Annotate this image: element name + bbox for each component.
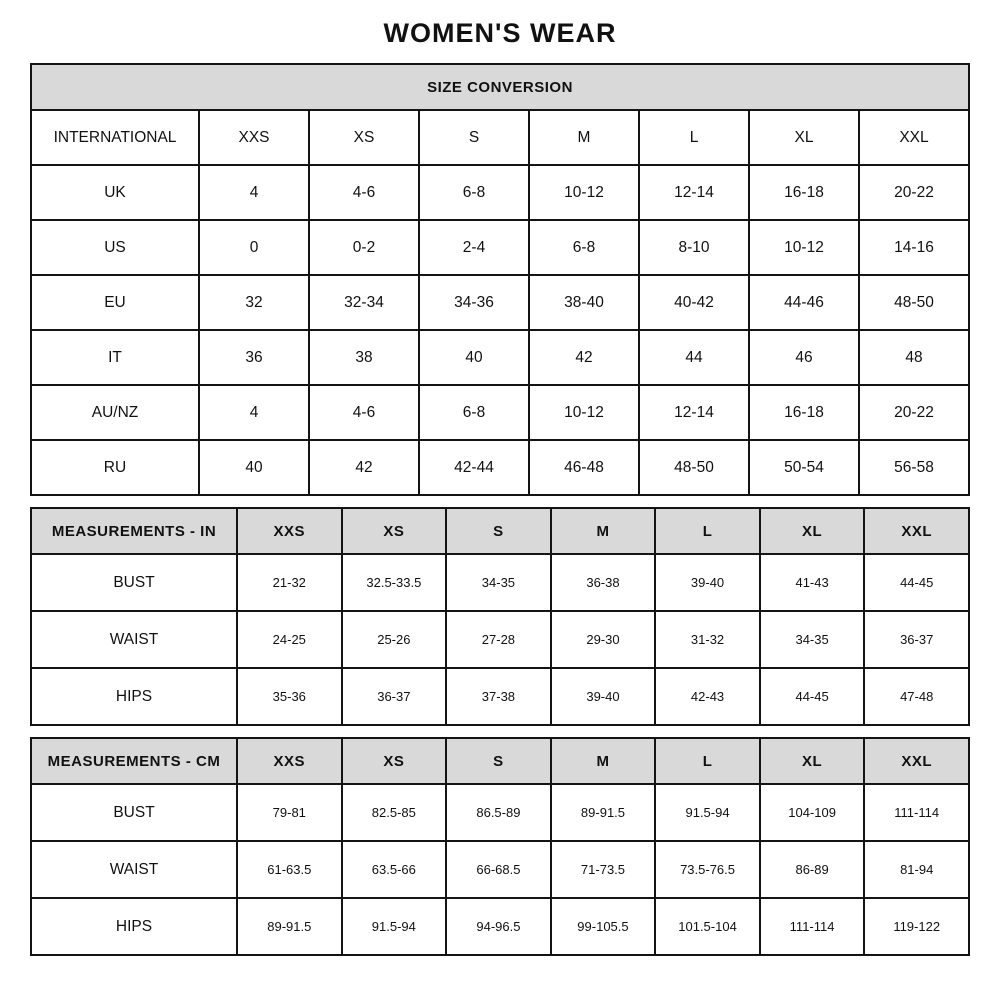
size_conversion-cell: 32 — [199, 275, 309, 330]
measurements_cm-cell: 79-81 — [237, 784, 342, 841]
size_conversion-cell: 46-48 — [529, 440, 639, 495]
size_conversion-row-label: UK — [31, 165, 199, 220]
measurements_cm-row — [31, 784, 969, 841]
size_conversion-row — [31, 440, 969, 495]
measurements_in-col-header: XXL — [864, 508, 969, 554]
measurements_in-row — [31, 554, 969, 611]
measurements_cm-row-label: BUST — [31, 784, 237, 841]
measurements_cm-cell: 104-109 — [760, 784, 865, 841]
measurements_in-col-header: M — [551, 508, 656, 554]
measurements_cm-cell: 89-91.5 — [551, 784, 656, 841]
measurements_in-cell: 42-43 — [655, 668, 760, 725]
measurements_cm-cell: 71-73.5 — [551, 841, 656, 898]
measurements_cm-cell: 61-63.5 — [237, 841, 342, 898]
size_conversion-cell: 40 — [419, 330, 529, 385]
size_conversion-row — [31, 220, 969, 275]
measurements_cm-cell: 86.5-89 — [446, 784, 551, 841]
size_conversion-title: SIZE CONVERSION — [31, 64, 969, 110]
size_conversion-col-header: M — [529, 110, 639, 165]
measurements_in-row — [31, 611, 969, 668]
size_conversion-row — [31, 330, 969, 385]
measurements_in-cell: 25-26 — [342, 611, 447, 668]
measurements_in-cell: 44-45 — [864, 554, 969, 611]
measurements_in-col-header: L — [655, 508, 760, 554]
measurements_in-cell: 44-45 — [760, 668, 865, 725]
size_conversion-header-row — [31, 110, 969, 165]
size_conversion-cell: 12-14 — [639, 165, 749, 220]
measurements_in-cell: 36-38 — [551, 554, 656, 611]
measurements_cm-col-header: L — [655, 738, 760, 784]
size_conversion-col-header: XXS — [199, 110, 309, 165]
size_conversion-cell: 34-36 — [419, 275, 529, 330]
size_conversion-cell: 6-8 — [419, 165, 529, 220]
size_conversion-cell: 0-2 — [309, 220, 419, 275]
size_conversion-row — [31, 275, 969, 330]
size_conversion-cell: 32-34 — [309, 275, 419, 330]
size_conversion-cell: 48-50 — [859, 275, 969, 330]
page-title: WOMEN'S WEAR — [383, 18, 617, 48]
measurements_cm-cell: 66-68.5 — [446, 841, 551, 898]
measurements_cm-col-header: XS — [342, 738, 447, 784]
measurements_cm-header-row — [31, 738, 969, 784]
measurements_cm-cell: 73.5-76.5 — [655, 841, 760, 898]
measurements_in-corner-header: MEASUREMENTS - IN — [31, 508, 237, 554]
measurements_cm-cell: 89-91.5 — [237, 898, 342, 955]
size_conversion-cell: 4-6 — [309, 165, 419, 220]
measurements_cm-col-header: XXS — [237, 738, 342, 784]
measurements_cm-col-header: M — [551, 738, 656, 784]
size_conversion-row-label: RU — [31, 440, 199, 495]
measurements_cm-col-header: XL — [760, 738, 865, 784]
size-conversion-table — [30, 63, 970, 496]
size_conversion-cell: 4 — [199, 165, 309, 220]
measurements_cm-cell: 91.5-94 — [342, 898, 447, 955]
measurements_cm-row-label: WAIST — [31, 841, 237, 898]
size_conversion-cell: 4-6 — [309, 385, 419, 440]
size_conversion-cell: 2-4 — [419, 220, 529, 275]
size_conversion-cell: 20-22 — [859, 165, 969, 220]
measurements_in-cell: 39-40 — [551, 668, 656, 725]
size_conversion-cell: 50-54 — [749, 440, 859, 495]
size_conversion-cell: 44 — [639, 330, 749, 385]
size_conversion-cell: 0 — [199, 220, 309, 275]
measurements_cm-col-header: XXL — [864, 738, 969, 784]
measurements_cm-cell: 101.5-104 — [655, 898, 760, 955]
measurements_cm-row-label: HIPS — [31, 898, 237, 955]
size_conversion-col-header: XL — [749, 110, 859, 165]
measurements_cm-cell: 111-114 — [760, 898, 865, 955]
measurements_in-cell: 29-30 — [551, 611, 656, 668]
measurements-in-table — [30, 507, 970, 726]
measurements_cm-corner-header: MEASUREMENTS - CM — [31, 738, 237, 784]
measurements_in-cell: 31-32 — [655, 611, 760, 668]
size_conversion-cell: 42 — [529, 330, 639, 385]
measurements_cm-cell: 91.5-94 — [655, 784, 760, 841]
measurements_in-cell: 37-38 — [446, 668, 551, 725]
measurements_in-row-label: WAIST — [31, 611, 237, 668]
measurements_in-cell: 36-37 — [342, 668, 447, 725]
measurements_cm-row — [31, 898, 969, 955]
measurements_cm-cell: 86-89 — [760, 841, 865, 898]
size_conversion-cell: 4 — [199, 385, 309, 440]
size_conversion-cell: 48 — [859, 330, 969, 385]
size_conversion-cell: 38 — [309, 330, 419, 385]
size_conversion-row — [31, 385, 969, 440]
measurements_in-col-header: S — [446, 508, 551, 554]
size_conversion-cell: 12-14 — [639, 385, 749, 440]
size_conversion-cell: 36 — [199, 330, 309, 385]
measurements_in-row-label: BUST — [31, 554, 237, 611]
size_conversion-cell: 42-44 — [419, 440, 529, 495]
size_conversion-cell: 16-18 — [749, 385, 859, 440]
measurements_cm-cell: 119-122 — [864, 898, 969, 955]
measurements_cm-row — [31, 841, 969, 898]
size_conversion-cell: 38-40 — [529, 275, 639, 330]
measurements_cm-cell: 99-105.5 — [551, 898, 656, 955]
size_conversion-cell: 42 — [309, 440, 419, 495]
measurements_cm-cell: 94-96.5 — [446, 898, 551, 955]
size_conversion-row-label: AU/NZ — [31, 385, 199, 440]
measurements-cm-table — [30, 737, 970, 956]
measurements_in-header-row — [31, 508, 969, 554]
measurements_in-cell: 39-40 — [655, 554, 760, 611]
measurements_in-cell: 34-35 — [760, 611, 865, 668]
size_conversion-col-header: L — [639, 110, 749, 165]
measurements_in-cell: 32.5-33.5 — [342, 554, 447, 611]
measurements_in-cell: 24-25 — [237, 611, 342, 668]
measurements_cm-cell: 111-114 — [864, 784, 969, 841]
size_conversion-cell: 46 — [749, 330, 859, 385]
size_conversion-cell: 10-12 — [749, 220, 859, 275]
size_conversion-cell: 40-42 — [639, 275, 749, 330]
size_conversion-cell: 8-10 — [639, 220, 749, 275]
measurements_in-col-header: XS — [342, 508, 447, 554]
measurements_in-cell: 21-32 — [237, 554, 342, 611]
size_conversion-col-header: XS — [309, 110, 419, 165]
measurements_in-row-label: HIPS — [31, 668, 237, 725]
size_conversion-cell: 6-8 — [419, 385, 529, 440]
size_conversion-cell: 44-46 — [749, 275, 859, 330]
size_conversion-cell: 10-12 — [529, 165, 639, 220]
measurements_in-col-header: XL — [760, 508, 865, 554]
measurements_cm-col-header: S — [446, 738, 551, 784]
measurements_cm-cell: 63.5-66 — [342, 841, 447, 898]
measurements_in-cell: 47-48 — [864, 668, 969, 725]
measurements_in-cell: 41-43 — [760, 554, 865, 611]
measurements_in-cell: 36-37 — [864, 611, 969, 668]
size_conversion-cell: 20-22 — [859, 385, 969, 440]
measurements_in-cell: 27-28 — [446, 611, 551, 668]
size_conversion-cell: 10-12 — [529, 385, 639, 440]
size_conversion-cell: 16-18 — [749, 165, 859, 220]
size_conversion-cell: 56-58 — [859, 440, 969, 495]
size_conversion-col-header: S — [419, 110, 529, 165]
measurements_in-cell: 35-36 — [237, 668, 342, 725]
size_conversion-corner-header: INTERNATIONAL — [31, 110, 199, 165]
measurements_in-row — [31, 668, 969, 725]
size_conversion-cell: 48-50 — [639, 440, 749, 495]
size_conversion-cell: 6-8 — [529, 220, 639, 275]
measurements_in-col-header: XXS — [237, 508, 342, 554]
measurements_in-cell: 34-35 — [446, 554, 551, 611]
size_conversion-cell: 14-16 — [859, 220, 969, 275]
size_conversion-cell: 40 — [199, 440, 309, 495]
size_conversion-row-label: US — [31, 220, 199, 275]
measurements_cm-cell: 82.5-85 — [342, 784, 447, 841]
measurements_cm-cell: 81-94 — [864, 841, 969, 898]
size_conversion-row-label: IT — [31, 330, 199, 385]
size_conversion-row — [31, 165, 969, 220]
size_conversion-col-header: XXL — [859, 110, 969, 165]
size_conversion-row-label: EU — [31, 275, 199, 330]
